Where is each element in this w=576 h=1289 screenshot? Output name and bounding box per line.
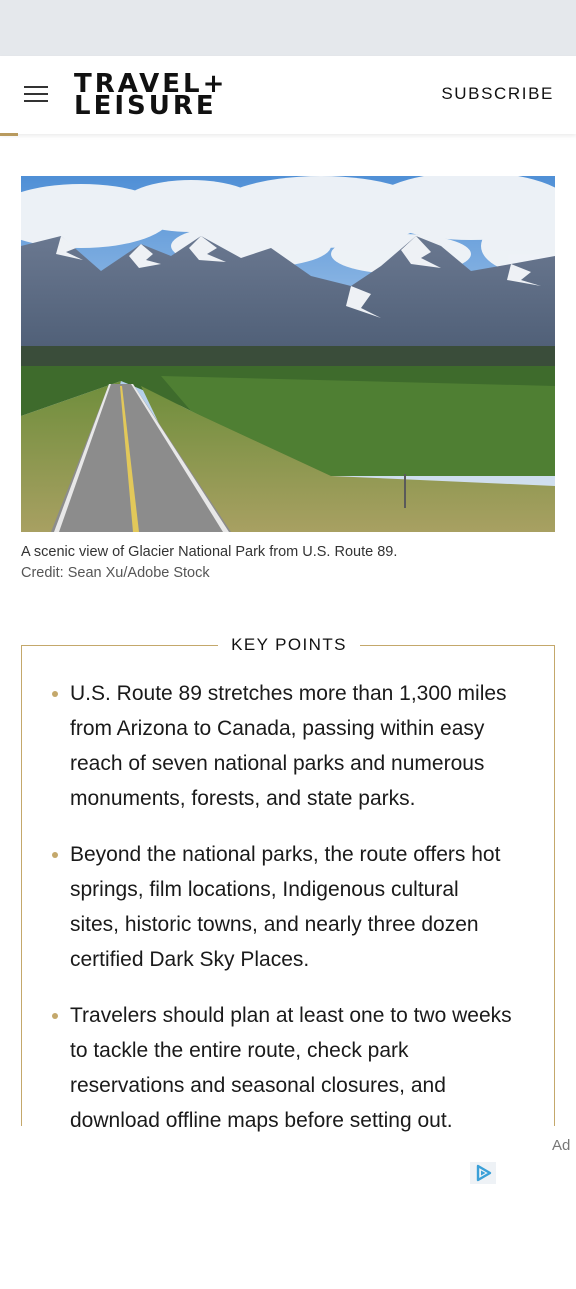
hamburger-icon xyxy=(24,86,48,88)
site-logo[interactable] xyxy=(74,69,256,121)
image-caption xyxy=(21,542,555,584)
key-point-text: U.S. Route 89 stretches more than 1,300 miles from Arizona to Canada, passing within easy reach of seven national parks and numerous monuments, forests, and state parks. xyxy=(70,682,507,810)
key-point-text: Travelers should plan at least one to two weeks to tackle the entire route, check park reservations and seasonal closures, and download offline maps before setting out. xyxy=(70,1004,512,1132)
logo-line-2: LEISURE xyxy=(74,91,217,121)
key-points-box xyxy=(21,635,555,1132)
menu-button[interactable] xyxy=(20,80,52,110)
site-header xyxy=(0,56,576,134)
hamburger-icon-bar xyxy=(24,100,48,102)
subscribe-link[interactable]: SUBSCRIBE xyxy=(441,84,554,103)
header-accent-bar xyxy=(0,133,18,136)
bullet-icon xyxy=(52,852,58,858)
key-point-text: Beyond the national parks, the route offers hot springs, film locations, Indigenous cultural sites, historic towns, and nearly three dozen certified Dark Sky Places. xyxy=(70,843,501,971)
status-bar xyxy=(0,0,576,56)
hero-image xyxy=(21,176,555,532)
key-points-title: KEY POINTS xyxy=(218,635,360,655)
caption-text: A scenic view of Glacier National Park from U.S. Route 89. xyxy=(21,544,398,560)
adchoices-icon[interactable] xyxy=(470,1162,496,1184)
logo-line-1: TRAVEL+ xyxy=(74,69,228,99)
hamburger-icon-bar xyxy=(24,93,48,95)
bullet-icon xyxy=(52,691,58,697)
key-points-list xyxy=(52,676,512,1159)
list-item xyxy=(52,676,512,816)
ad-label: Ad xyxy=(552,1137,571,1154)
bullet-icon xyxy=(52,1013,58,1019)
photo-credit: Credit: Sean Xu/Adobe Stock xyxy=(21,565,210,581)
list-item xyxy=(52,998,512,1138)
list-item xyxy=(52,837,512,977)
